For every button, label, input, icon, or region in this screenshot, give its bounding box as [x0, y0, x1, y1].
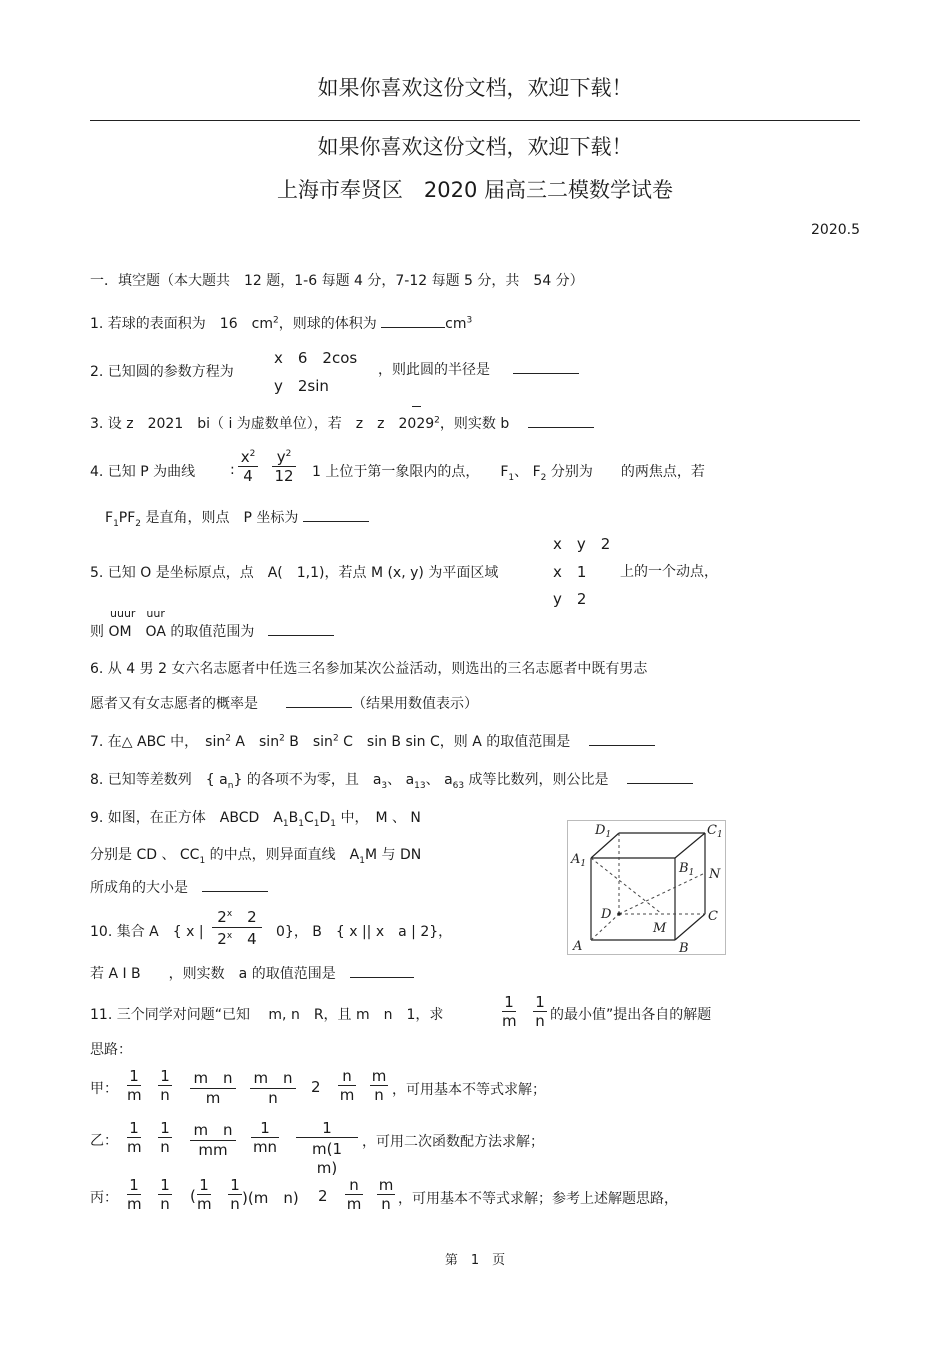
answer-blank [589, 744, 655, 746]
top-banner: 如果你喜欢这份文档，欢迎下载！ [317, 76, 633, 100]
conjugate-bar [412, 406, 421, 407]
q4-frac-x: $x^2$ 4 [238, 448, 258, 485]
frac: 1 m [197, 1176, 212, 1213]
label-c: C [708, 909, 718, 924]
frac: 1 m [127, 1119, 142, 1156]
answer-blank [528, 426, 594, 428]
exam-title: 上海市奉贤区 2020 届高三二模数学试卷 [276, 178, 674, 202]
label-a: A [573, 939, 583, 954]
frac: m n mm [190, 1119, 236, 1159]
q4-tail: 1 上位于第一象限内的点， $F_1$、 $F_2$ 分别为 的两焦点，若 [312, 464, 705, 483]
label-b: B [679, 941, 689, 956]
exam-date: 2020.5 [811, 222, 860, 238]
method-bing-tail: ，可用基本不等式求解；参考上述解题思路， [398, 1191, 678, 1207]
vector-arrows: uuur uur [110, 607, 165, 620]
q11-tail: 的最小值”提出各自的解题 [550, 1007, 712, 1023]
segment-a1m [591, 858, 662, 914]
question-4: 4. 已知 P 为曲线 [90, 464, 196, 480]
point-d [617, 912, 621, 916]
label-n: N [709, 867, 721, 882]
q5-tail: 上的一个动点， [620, 564, 718, 580]
segment-dn [619, 873, 705, 914]
method-yi-label: 乙： [90, 1133, 118, 1149]
section-heading: 一．填空题（本大题共 12 题，1-6 每题 4 分，7-12 每题 5 分，共 54 分） [90, 273, 584, 289]
q5-constraint-1: x y 2 [553, 535, 611, 553]
q9-line2: 分别是 CD 、 $CC_1$ 的中点，则异面直线 $A_1M$ 与 DN [90, 847, 422, 866]
q4-line2: $F_1PF_2$ 是直角，则点 P 坐标为 [105, 507, 369, 529]
label-m: M [653, 921, 667, 936]
cube-figure [567, 820, 727, 956]
question-11: 11. 三个同学对问题“已知 m, n R，且 m n 1，求 [90, 1007, 444, 1023]
answer-blank [350, 976, 414, 978]
header-rule [90, 120, 860, 121]
question-7: 7. 在△ ABC 中， $\sin^2 A$ $\sin^2 B$ $\sin^2 C$ sin B sin C，则 A 的取值范围是 [90, 731, 655, 751]
label-a1: $A_1$ [571, 852, 587, 869]
frac: 1 m [127, 1176, 142, 1213]
q5-constraint-2: x 1 [553, 563, 587, 581]
frac: 1 n [158, 1067, 172, 1104]
frac: m n [378, 1176, 394, 1213]
method-yi-tail: ，可用二次函数配方法求解； [362, 1134, 544, 1150]
label-d: D [601, 907, 612, 922]
frac-1-n: 1 n [533, 993, 547, 1030]
q5-constraint-3: y 2 [553, 590, 587, 608]
question-8: 8. 已知等差数列 { $a_n$} 的各项不为零，且 $a_3$、 $a_{13}$、 $a_{63}$ 成等比数列，则公比是 [90, 769, 693, 791]
frac: m n n [250, 1067, 296, 1107]
answer-blank [513, 362, 579, 378]
page-footer: 第 1 页 [444, 1253, 506, 1268]
q2-param-x: x 6 2cos [274, 349, 358, 367]
question-5: 5. 已知 O 是坐标原点，点 A( 1,1)，若点 M (x, y) 为平面区域 [90, 565, 499, 581]
answer-blank [627, 782, 693, 784]
question-3: 3. 设 z 2021 bi（ i 为虚数单位），若 z z 2029$^2$，则实数 b [90, 413, 594, 433]
edge [675, 833, 705, 858]
q9-line3: 所成角的大小是 [90, 877, 268, 897]
method-jia-label: 甲： [90, 1081, 118, 1097]
method-jia-tail: ，可用基本不等式求解； [392, 1082, 546, 1098]
q10-tail: 0}， B { x || x a | 2}， [276, 924, 453, 940]
edge [675, 914, 705, 940]
label-b1: $B_1$ [679, 861, 695, 878]
answer-blank [286, 706, 352, 708]
answer-blank [303, 520, 369, 522]
question-9: 9. 如图，在正方体 ABCD $A_1B_1C_1D_1$ 中， M 、 N [90, 810, 421, 829]
frac: 1 n [158, 1176, 172, 1213]
question-10: 10. 集合 A { x | [90, 924, 204, 940]
q4-frac-y: $y^2$ 12 [272, 448, 296, 485]
answer-blank [202, 890, 268, 892]
question-1: 1. 若球的表面积为 16 $cm^2$，则球的体积为 $cm^3$ [90, 315, 473, 332]
frac: m n [371, 1067, 387, 1104]
frac: 1 m [127, 1067, 142, 1104]
label-d1: $D_1$ [595, 823, 612, 840]
frac: n m [339, 1067, 355, 1104]
method-bing-label: 丙： [90, 1190, 118, 1206]
frac: 1 n [228, 1176, 242, 1213]
q10-fraction: 2$^x$ 2 2$^x$ 4 [212, 906, 262, 949]
q5-line2: 则 OM OA 的取值范围为 [90, 621, 334, 641]
frac: n m [346, 1176, 362, 1213]
frac: 1 m(1 m) [296, 1119, 358, 1177]
question-6: 6. 从 4 男 2 女六名志愿者中任选三名参加某次公益活动，则选出的三名志愿者中既有男志 [90, 661, 648, 677]
q11-line2: 思路： [90, 1042, 132, 1058]
q2-param-y: y 2sin [274, 377, 329, 395]
frac: 1 mn [252, 1119, 278, 1156]
q6-line2: 愿者又有女志愿者的概率是 （结果用数值表示） [90, 696, 478, 712]
q2-tail: ，则此圆的半径是 [378, 362, 490, 378]
q10-line2: 若 A I B ，则实数 a 的取值范围是 [90, 963, 414, 983]
frac: 1 n [158, 1119, 172, 1156]
answer-blank [268, 634, 334, 636]
label-c1: $C_1$ [707, 823, 723, 840]
question-2: 2. 已知圆的参数方程为 [90, 364, 234, 380]
frac-1-m: 1 m [502, 993, 517, 1030]
answer-blank [381, 326, 445, 328]
banner-repeat: 如果你喜欢这份文档，欢迎下载！ [317, 135, 633, 159]
frac: m n m [190, 1067, 236, 1107]
